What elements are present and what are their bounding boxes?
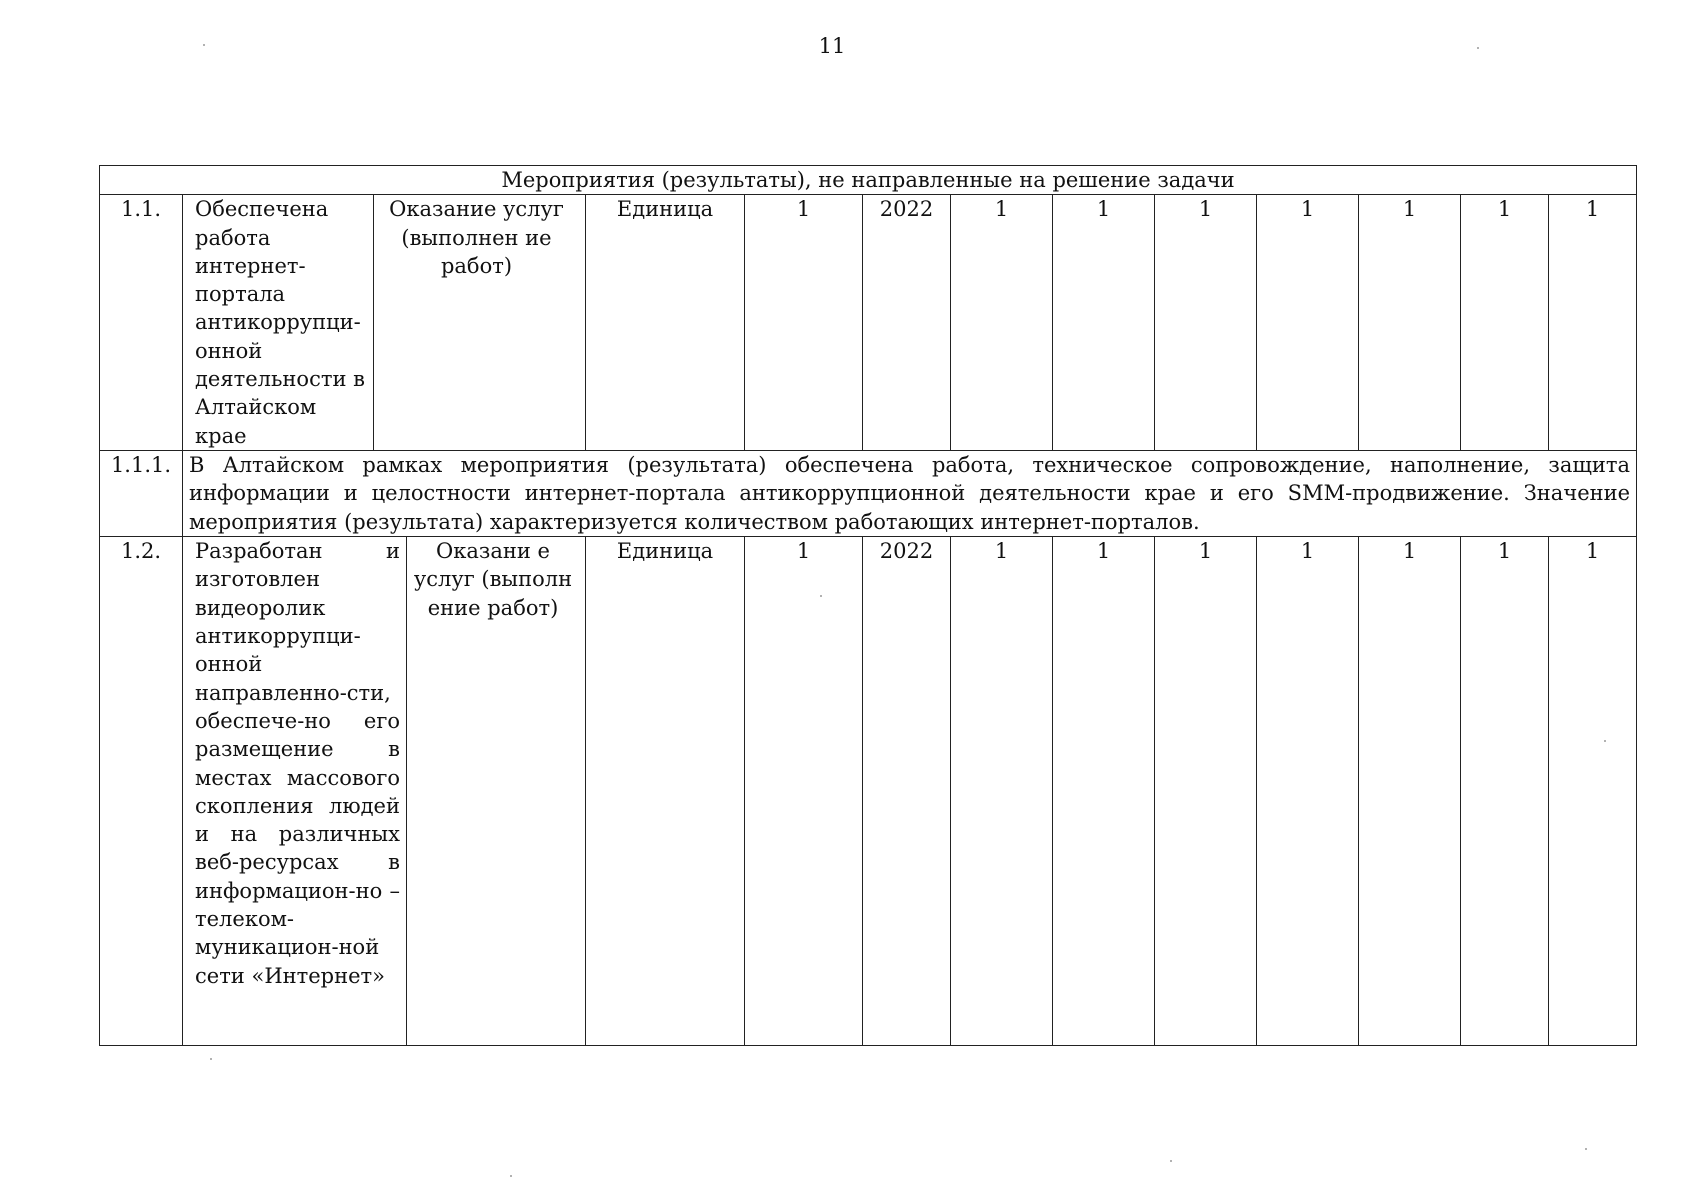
row-value: 1 <box>1549 537 1637 1046</box>
row-value: 1 <box>1257 195 1359 451</box>
row-description: В Алтайском рамках мероприятия (результата) обеспечена работа, техническое сопровождение, наполнение, защита информации и целостности интернет-портала антикоррупционной деятельности крае и его SMM-продвижение. Значение мероприятия (результата) характеризуется количеством работающих интернет-порталов. <box>183 450 1637 536</box>
row-base-year: 2022 <box>863 195 951 451</box>
scan-speck <box>820 595 822 597</box>
results-table <box>99 165 1637 1046</box>
row-value: 1 <box>951 537 1053 1046</box>
row-value: 1 <box>1549 195 1637 451</box>
row-unit: Единица <box>586 195 745 451</box>
scan-speck <box>1585 1148 1587 1150</box>
row-value: 1 <box>1053 195 1155 451</box>
section-header-row <box>100 166 1637 195</box>
row-value: 1 <box>1461 537 1549 1046</box>
table-row <box>100 450 1637 536</box>
section-header: Мероприятия (результаты), не направленные на решение задачи <box>100 166 1637 195</box>
table-row <box>100 537 1637 1046</box>
row-name: Разработан и изготовлен видеоролик антикоррупци-онной направленно-сти, обеспече-но его размещение в местах массового скопления людей и на различных веб-ресурсах в информацион-но – телеком-муникацион-ной сети «Интернет» <box>189 537 407 1045</box>
row-type: Оказани е услуг (выполн ение работ) <box>413 539 573 620</box>
row-base-value: 1 <box>745 537 863 1046</box>
row-value: 1 <box>1359 195 1461 451</box>
row-base-value: 1 <box>745 195 863 451</box>
row-number: 1.1.1. <box>100 450 183 536</box>
row-value: 1 <box>951 195 1053 451</box>
row-value: 1 <box>1155 537 1257 1046</box>
row-value: 1 <box>1359 537 1461 1046</box>
row-value: 1 <box>1053 537 1155 1046</box>
scan-speck <box>1170 1160 1172 1162</box>
scan-speck <box>210 1058 212 1060</box>
scan-speck <box>203 44 205 46</box>
row-base-year: 2022 <box>863 537 951 1046</box>
row-value: 1 <box>1257 537 1359 1046</box>
row-unit: Единица <box>586 537 745 1046</box>
scan-speck <box>510 1175 512 1177</box>
row-name-and-type-cell <box>183 537 586 1046</box>
row-name: Обеспечена работа интернет-портала антикоррупци-онной деятельности в Алтайском крае <box>189 195 374 450</box>
row-number: 1.2. <box>100 537 183 1046</box>
page-number: 11 <box>818 34 846 58</box>
scan-speck <box>1604 740 1606 742</box>
scan-speck <box>1477 47 1479 49</box>
table-row <box>100 195 1637 451</box>
row-name-and-type-cell <box>183 195 586 451</box>
row-number: 1.1. <box>100 195 183 451</box>
row-value: 1 <box>1461 195 1549 451</box>
row-value: 1 <box>1155 195 1257 451</box>
row-type: Оказание услуг (выполнен ие работ) <box>389 197 564 278</box>
